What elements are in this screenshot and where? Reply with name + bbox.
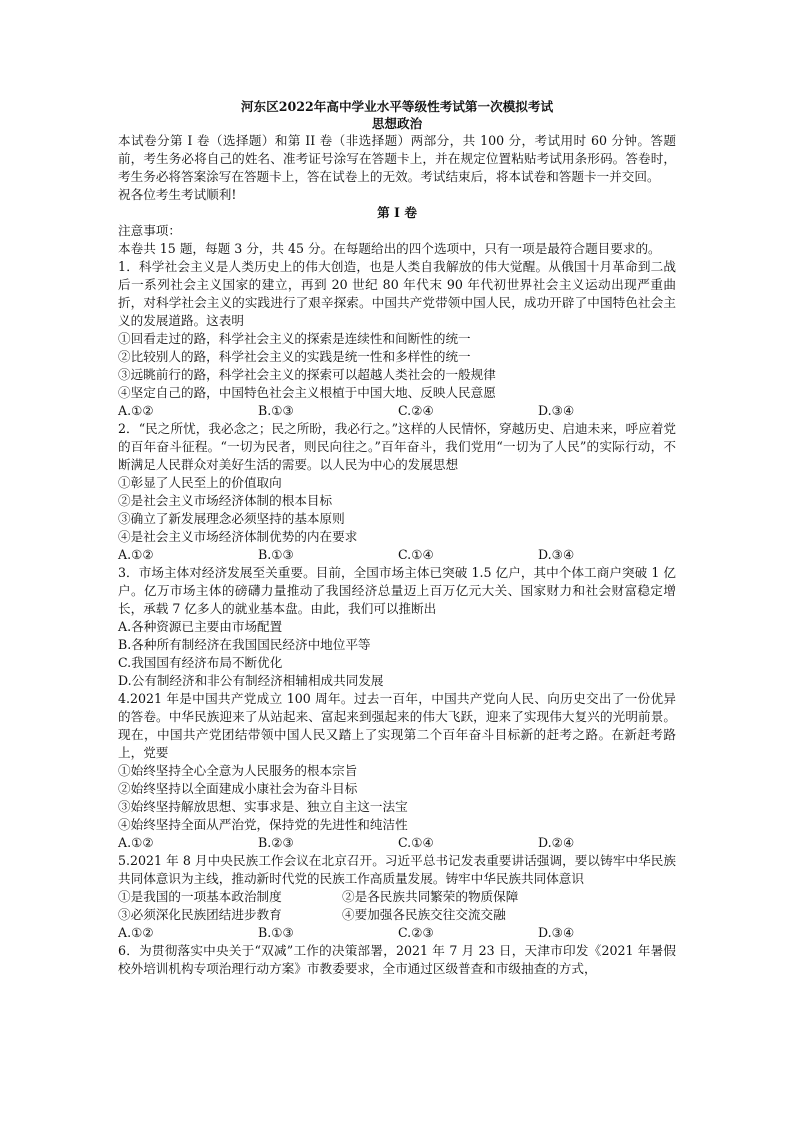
statement: ②是各民族共同繁荣的物质保障 [342, 889, 519, 904]
statement: ③确立了新发展理念必须坚持的基本原则 [118, 511, 345, 526]
question-5-stem: 5.2021 年 8 月中央民族工作会议在北京召开。习近平总书记发表重要讲话强调，要以铸牢中华民族共同体意识为主线，推动新时代党的民族工作高质量发展。铸牢中华民族共同体意识 [118, 853, 676, 886]
intro-wish: 祝各位考生考试顺利! [118, 187, 237, 202]
question-2-choices [118, 546, 676, 564]
option-b: B.各种所有制经济在我国国民经济中地位平等 [118, 637, 371, 652]
statement-row [118, 906, 676, 924]
choice-c: C.①④ [398, 547, 434, 562]
choice-a: A.①② [118, 403, 154, 418]
question-5-choices [118, 924, 676, 942]
statement: ④是社会主义市场经济体制优势的内在要求 [118, 529, 358, 544]
choice-d: D.②④ [538, 835, 575, 850]
statement: ④始终坚持全面从严治党，保持党的先进性和纯洁性 [118, 817, 408, 832]
question-4-stem: 4.2021 年是中国共产党成立 100 周年。过去一百年，中国共产党向人民、向历史交出了一份优异的答卷。中华民族迎来了从站起来、富起来到强起来的伟大飞跃，迎来了实现伟大复兴的光明前景。现在，中国共产党团结带领中国人民又踏上了实现第二个百年奋斗目标新的赶考之路。在新赶考路上，党要 [118, 691, 676, 760]
choice-a: A.①② [118, 835, 154, 850]
statement: ③必须深化民族团结进步教育 [118, 907, 282, 922]
choice-d: D.③④ [538, 925, 575, 940]
choice-c: C.①④ [398, 835, 434, 850]
statement: ③始终坚持解放思想、实事求是、独立自主这一法宝 [118, 799, 408, 814]
option-c: C.我国国有经济布局不断优化 [118, 655, 283, 670]
statement: ①是我国的一项基本政治制度 [118, 889, 282, 904]
statement: ④坚定自己的路，中国特色社会主义根植于中国大地、反映人民意愿 [118, 385, 496, 400]
statement: ①始终坚持全心全意为人民服务的根本宗旨 [118, 763, 358, 778]
question-4-choices [118, 834, 676, 852]
choice-d: D.③④ [538, 547, 575, 562]
choice-a: A.①② [118, 547, 154, 562]
statement: ①回看走过的路，科学社会主义的探索是连续性和间断性的统一 [118, 331, 471, 346]
choice-b: B.①③ [258, 547, 294, 562]
notes-text: 本卷共 15 题，每题 3 分，共 45 分。在每题给出的四个选项中，只有一项是最符合题目要求的。 [118, 241, 661, 256]
option-d: D.公有制经济和非公有制经济相辅相成共同发展 [118, 673, 384, 688]
statement-row [118, 888, 676, 906]
question-1-stem: 1．科学社会主义是人类历史上的伟大创造，也是人类自我解放的伟大觉醒。从俄国十月革命到二战后一系列社会主义国家的建立，再到 20 世纪 80 年代末 90 年代初世界社会主义运动出现严重曲折，对科学社会主义的实践进行了艰辛探索。中国共产党带领中国人民，成功开辟了中国特色社会主义的发展道路。这表明 [118, 259, 676, 328]
choice-b: B.①③ [258, 925, 294, 940]
intro-paragraph: 本试卷分第 I 卷（选择题）和第 II 卷（非选择题）两部分，共 100 分，考试用时 60 分钟。答题前，考生务必将自己的姓名、准考证号涂写在答题卡上，并在规定位置粘贴考试用条形码。答卷时，考生务必将答案涂写在答题卡上，答在试卷上的无效。考试结束后，将本试卷和答题卡一并交回。 [118, 133, 676, 184]
statement: ③远眺前行的路，科学社会主义的探索可以超越人类社会的一般规律 [118, 367, 496, 382]
choice-c: C.②④ [398, 403, 434, 418]
exam-title: 河东区2022年高中学业水平等级性考试第一次模拟考试 [240, 99, 554, 114]
question-3-stem: 3．市场主体对经济发展至关重要。目前，全国市场主体已突破 1.5 亿户，其中个体工商户突破 1 亿户。亿万市场主体的磅礴力量推动了我国经济总量迈上百万亿元大关、国家财力和社会财富稳定增长，承载 7 亿多人的就业基本盘。由此，我们可以推断出 [118, 565, 676, 616]
question-2-stem: 2．“民之所忧，我必念之；民之所盼，我必行之。”这样的人民情怀，穿越历史、启迪未来，呼应着党的百年奋斗征程。“一切为民者，则民向往之。”百年奋斗，我们党用“一切为了人民”的实际行动，不断满足人民群众对美好生活的需要。以人民为中心的发展思想 [118, 421, 676, 472]
choice-c: C.②③ [398, 925, 434, 940]
statement: ①彰显了人民至上的价值取向 [118, 475, 282, 490]
section-title: 第 I 卷 [377, 205, 417, 220]
statement: ②是社会主义市场经济体制的根本目标 [118, 493, 333, 508]
choice-a: A.①② [118, 925, 154, 940]
choice-b: B.②③ [258, 835, 294, 850]
choice-d: D.③④ [538, 403, 575, 418]
statement: ④要加强各民族交往交流交融 [342, 907, 506, 922]
option-a: A.各种资源已主要由市场配置 [118, 619, 283, 634]
question-6-stem: 6．为贯彻落实中央关于“双减”工作的决策部署，2021 年 7 月 23 日，天津市印发《2021 年暑假校外培训机构专项治理行动方案》市教委要求，全市通过区级普查和市级抽查的方式， [118, 943, 676, 976]
choice-b: B.①③ [258, 403, 294, 418]
question-1-choices [118, 402, 676, 420]
exam-page [118, 98, 676, 978]
exam-subject: 思想政治 [371, 116, 423, 131]
statement: ②始终坚持以全面建成小康社会为奋斗目标 [118, 781, 358, 796]
notes-label: 注意事项： [118, 223, 181, 238]
statement: ②比较别人的路，科学社会主义的实践是统一性和多样性的统一 [118, 349, 471, 364]
